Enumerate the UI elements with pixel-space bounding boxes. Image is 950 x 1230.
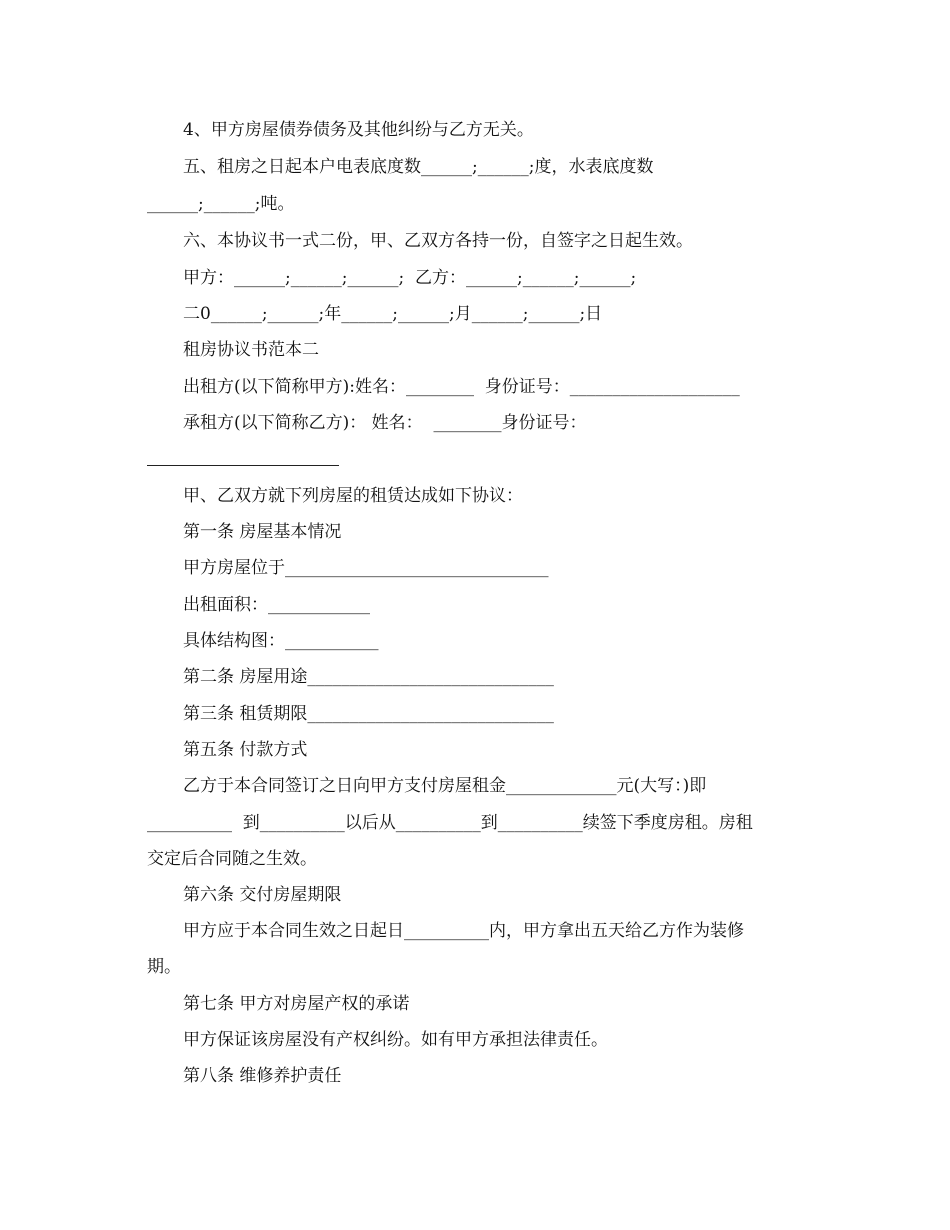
delivery-paragraph-line-1: 甲方应于本合同生效之日起日__________内，甲方拿出五天给乙方作为装修 [183, 921, 744, 941]
id-number-blank-line [147, 465, 339, 466]
lessee-info: 承租方(以下简称乙方)： 姓名： ________身份证号： [183, 413, 587, 433]
clause-5-meter-readings: 五、租房之日起本户电表底度数______;______;度，水表底度数 [183, 157, 654, 177]
agreement-intro: 甲、乙双方就下列房屋的租赁达成如下协议： [183, 486, 523, 506]
payment-paragraph-line-1: 乙方于本合同签订之日向甲方支付房屋租金_____________元(大写：)即 [183, 776, 707, 796]
article-2-usage: 第二条 房屋用途_____________________________ [183, 667, 554, 687]
rental-area: 出租面积：____________ [183, 595, 370, 615]
house-location: 甲方房屋位于_______________________________ [183, 558, 549, 578]
article-3-term: 第三条 租赁期限_____________________________ [183, 704, 554, 724]
clause-5-continuation: ______;______;吨。 [147, 194, 295, 214]
lessor-info: 出租方(以下简称甲方):姓名：________ 身份证号：____________________ [183, 377, 740, 397]
article-8-heading: 第八条 维修养护责任 [183, 1066, 342, 1086]
delivery-paragraph-line-2: 期。 [147, 957, 181, 977]
article-6-heading: 第六条 交付房屋期限 [183, 885, 342, 905]
clause-6-copies: 六、本协议书一式二份，甲、乙双方各持一份，自签字之日起生效。 [183, 231, 693, 251]
clause-4-debts: 4、甲方房屋债券债务及其他纠纷与乙方无关。 [183, 120, 534, 140]
payment-paragraph-line-3: 交定后合同随之生效。 [147, 849, 317, 869]
section-title-template-two: 租房协议书范本二 [183, 340, 319, 360]
payment-paragraph-line-2: __________ 到__________以后从__________到__________续签下季度房租。房租 [147, 813, 753, 833]
article-5-heading: 第五条 付款方式 [183, 740, 308, 760]
signature-date: 二0______;______;年______;______;月______;______;日 [183, 304, 603, 324]
property-rights-promise: 甲方保证该房屋没有产权纠纷。如有甲方承担法律责任。 [183, 1030, 608, 1050]
structure-diagram: 具体结构图：___________ [183, 631, 379, 651]
signature-parties: 甲方：______;______;______; 乙方：______;______;______; [183, 268, 637, 288]
article-7-heading: 第七条 甲方对房屋产权的承诺 [183, 994, 410, 1014]
article-1-heading: 第一条 房屋基本情况 [183, 522, 342, 542]
